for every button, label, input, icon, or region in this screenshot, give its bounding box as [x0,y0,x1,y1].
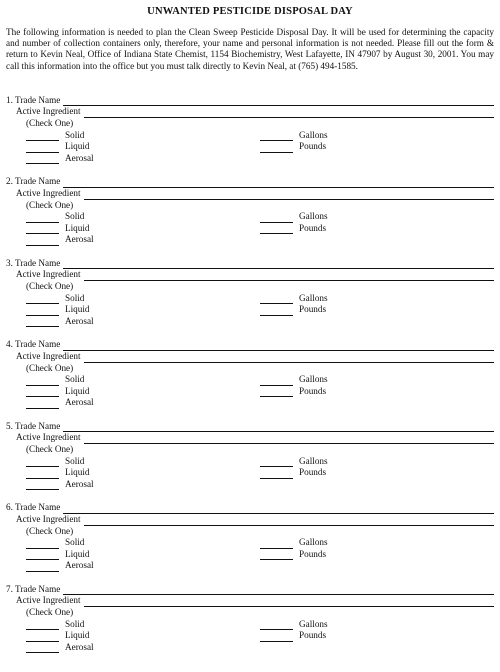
pounds-option [260,386,326,398]
trade-name-row [6,421,494,433]
solid-check-blank[interactable] [26,295,59,304]
aerosal-check-blank[interactable] [26,481,59,490]
check-one-row [6,281,494,293]
check-one-label: (Check One) [26,525,74,536]
check-one-label: (Check One) [26,281,74,291]
gallons-option [260,374,328,386]
active-ingredient-label: Active Ingredient [16,187,81,198]
solid-option [26,130,84,142]
options-group [6,619,494,654]
active-ingredient-row [6,188,494,200]
aerosal-check-blank[interactable] [26,400,59,409]
aerosal-option [26,397,94,409]
aerosal-check-blank[interactable] [26,563,59,572]
liquid-option [26,141,90,153]
trade-name-label: Trade Name [15,339,61,350]
pounds-blank[interactable] [260,551,293,560]
gallons-blank[interactable] [260,132,293,141]
active-ingredient-field[interactable] [84,272,494,281]
active-ingredient-row [6,595,494,607]
pounds-label: Pounds [299,385,327,396]
check-one-label: (Check One) [26,199,74,210]
pesticide-item [6,421,494,503]
trade-name-label: Trade Name [15,94,61,105]
gallons-label: Gallons [299,374,328,385]
liquid-option [26,223,90,235]
gallons-label: Gallons [299,129,328,140]
trade-name-row [6,339,494,351]
gallons-option [260,456,328,468]
trade-name-row [6,502,494,514]
gallons-blank[interactable] [260,621,293,630]
liquid-option [26,549,90,561]
gallons-label: Gallons [299,211,328,222]
trade-name-label: Trade Name [15,420,61,431]
liquid-label: Liquid [65,548,90,559]
check-one-row [6,607,494,619]
solid-option [26,619,84,631]
liquid-label: Liquid [65,141,90,152]
liquid-check-blank[interactable] [26,225,59,234]
trade-name-field[interactable] [63,179,494,188]
gallons-option [260,619,328,631]
trade-name-field[interactable] [63,505,494,514]
aerosal-label: Aerosal [65,560,94,571]
item-number: 2. [6,176,13,187]
trade-name-row [6,258,494,270]
trade-name-label: Trade Name [15,583,61,594]
pesticide-item [6,584,494,666]
trade-name-label: Trade Name [15,502,61,513]
aerosal-label: Aerosal [65,397,94,408]
solid-label: Solid [65,211,85,222]
trade-name-row [6,176,494,188]
liquid-option [26,630,90,642]
pesticide-item [6,95,494,177]
pounds-label: Pounds [299,222,327,233]
check-one-row [6,118,494,130]
solid-option [26,293,84,305]
pounds-option [260,223,326,235]
options-group [6,374,494,409]
aerosal-label: Aerosal [65,315,94,326]
liquid-option [26,467,90,479]
pounds-option [260,467,326,479]
gallons-label: Gallons [299,292,328,303]
item-number: 6. [6,502,13,513]
pounds-label: Pounds [299,304,327,315]
trade-name-field[interactable] [63,423,494,432]
gallons-blank[interactable] [260,214,293,223]
solid-label: Solid [65,292,85,303]
aerosal-option [26,642,94,654]
active-ingredient-field[interactable] [84,191,494,200]
gallons-option [260,537,328,549]
trade-name-label: Trade Name [15,257,61,268]
active-ingredient-label: Active Ingredient [16,269,81,280]
check-one-label: (Check One) [26,118,74,128]
pesticide-item [6,176,494,258]
solid-option [26,374,84,386]
pesticide-item [6,502,494,584]
liquid-check-blank[interactable] [26,633,59,642]
aerosal-label: Aerosal [65,478,94,489]
active-ingredient-field[interactable] [84,598,494,607]
aerosal-option [26,560,94,572]
gallons-option [260,130,328,142]
solid-option [26,537,84,549]
options-group [6,293,494,328]
check-one-label: (Check One) [26,362,74,373]
item-number: 7. [6,583,13,594]
aerosal-option [26,234,94,246]
solid-label: Solid [65,618,85,629]
gallons-option [260,293,328,305]
trade-name-field[interactable] [63,342,494,351]
item-number: 5. [6,420,13,431]
pounds-blank[interactable] [260,144,293,153]
item-number: 1. [6,94,13,105]
active-ingredient-field[interactable] [84,435,494,444]
check-one-row [6,444,494,456]
liquid-label: Liquid [65,385,90,396]
aerosal-label: Aerosal [65,641,94,652]
active-ingredient-label: Active Ingredient [16,432,81,443]
check-one-row [6,200,494,212]
aerosal-label: Aerosal [65,234,94,245]
active-ingredient-field[interactable] [84,109,494,118]
solid-check-blank[interactable] [26,377,59,386]
active-ingredient-label: Active Ingredient [16,350,81,361]
options-group [6,456,494,491]
aerosal-label: Aerosal [65,152,94,163]
liquid-check-blank[interactable] [26,470,59,479]
check-one-label: (Check One) [26,607,74,617]
active-ingredient-row [6,514,494,526]
solid-check-blank[interactable] [26,132,59,141]
solid-option [26,456,84,468]
pounds-option [260,549,326,561]
pesticide-item [6,258,494,340]
aerosal-check-blank[interactable] [26,318,59,327]
pounds-label: Pounds [299,141,327,152]
check-one-label: (Check One) [26,444,74,454]
solid-label: Solid [65,374,85,385]
trade-name-row [6,584,494,596]
liquid-label: Liquid [65,304,90,315]
active-ingredient-row [6,106,494,118]
aerosal-option [26,316,94,328]
pounds-option [260,630,326,642]
aerosal-option [26,479,94,491]
pounds-blank[interactable] [260,388,293,397]
liquid-check-blank[interactable] [26,307,59,316]
active-ingredient-field[interactable] [84,354,494,363]
liquid-check-blank[interactable] [26,388,59,397]
pounds-label: Pounds [299,467,327,478]
liquid-check-blank[interactable] [26,144,59,153]
item-number: 4. [6,339,13,350]
gallons-label: Gallons [299,618,328,629]
liquid-label: Liquid [65,222,90,233]
item-number: 3. [6,257,13,268]
pounds-blank[interactable] [260,633,293,642]
options-group [6,537,494,572]
solid-check-blank[interactable] [26,540,59,549]
gallons-label: Gallons [299,537,328,548]
aerosal-check-blank[interactable] [26,644,59,653]
liquid-label: Liquid [65,630,90,641]
gallons-blank[interactable] [260,540,293,549]
pounds-label: Pounds [299,630,327,641]
pounds-option [260,141,326,153]
active-ingredient-row [6,269,494,281]
active-ingredient-row [6,351,494,363]
solid-option [26,211,84,223]
gallons-label: Gallons [299,455,328,466]
solid-check-blank[interactable] [26,621,59,630]
trade-name-field[interactable] [63,97,494,106]
liquid-check-blank[interactable] [26,551,59,560]
gallons-blank[interactable] [260,458,293,467]
gallons-option [260,211,328,223]
active-ingredient-label: Active Ingredient [16,106,81,117]
solid-check-blank[interactable] [26,214,59,223]
aerosal-option [26,153,94,165]
aerosal-check-blank[interactable] [26,155,59,164]
intro-paragraph: The following information is needed to plan the Clean Sweep Pesticide Disposal Day. It will be used for determining the capacity and number of collection containers only, therefore, your name and personal information is not needed. Please fill out the form & return to Kevin Neal, Office of Indiana State Chemist, 1154 Biochemistry, West Lafayette, IN 47907 by August 30, 2001. You may call this information into the office but you must talk directly to Kevin Neal, at (765) 494-1585. [6,27,494,71]
gallons-blank[interactable] [260,295,293,304]
trade-name-field[interactable] [63,260,494,269]
item-list [6,95,494,666]
liquid-label: Liquid [65,467,90,478]
trade-name-label: Trade Name [15,176,61,187]
options-group [6,130,494,165]
gallons-blank[interactable] [260,377,293,386]
active-ingredient-label: Active Ingredient [16,513,81,524]
pesticide-item [6,339,494,421]
check-one-row [6,363,494,375]
solid-label: Solid [65,537,85,548]
pounds-blank[interactable] [260,470,293,479]
pounds-blank[interactable] [260,225,293,234]
pounds-blank[interactable] [260,307,293,316]
pounds-label: Pounds [299,548,327,559]
page-title: UNWANTED PESTICIDE DISPOSAL DAY [147,6,353,17]
active-ingredient-field[interactable] [84,517,494,526]
solid-label: Solid [65,455,85,466]
active-ingredient-label: Active Ingredient [16,595,81,606]
trade-name-field[interactable] [63,586,494,595]
options-group [6,211,494,246]
solid-check-blank[interactable] [26,458,59,467]
check-one-row [6,526,494,538]
pounds-option [260,304,326,316]
aerosal-check-blank[interactable] [26,237,59,246]
trade-name-row [6,95,494,107]
liquid-option [26,304,90,316]
solid-label: Solid [65,129,85,140]
active-ingredient-row [6,432,494,444]
liquid-option [26,386,90,398]
